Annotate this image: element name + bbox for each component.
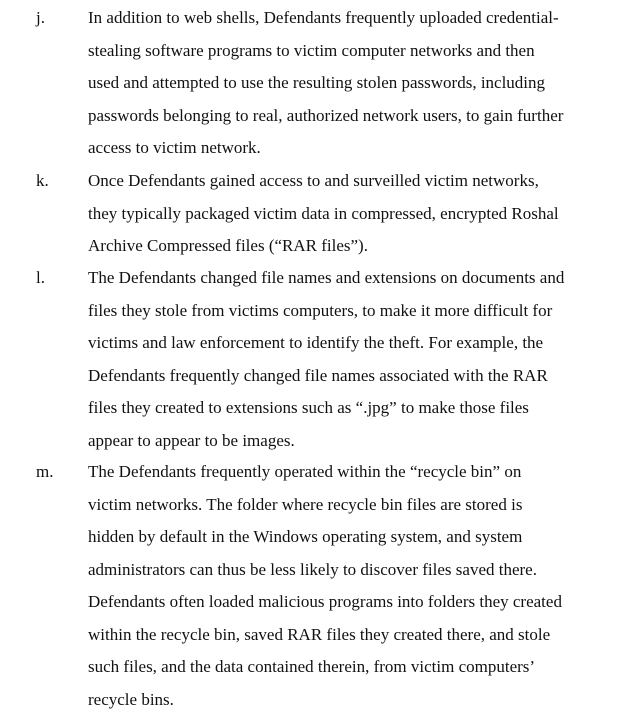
item-k-line-2: they typically packaged victim data in compressed, encrypted Roshal [88, 203, 559, 223]
item-k-line-1: Once Defendants gained access to and surveilled victim networks, [88, 171, 539, 190]
item-m-line-2: victim networks. The folder where recycle bin files are stored is [88, 494, 523, 514]
item-label-m: m. [36, 462, 54, 481]
item-j-line-4: passwords belonging to real, authorized network users, to gain further [88, 105, 564, 125]
item-label-l: l. [36, 268, 45, 287]
item-j-line-1: In addition to web shells, Defendants frequently uploaded credential- [88, 8, 559, 27]
item-label-k: k. [36, 171, 49, 190]
item-j-line-3: used and attempted to use the resulting stolen passwords, including [88, 73, 546, 92]
item-j-line-5: access to victim network. [88, 138, 261, 157]
item-l-line-6: appear to appear to be images. [88, 430, 295, 450]
item-l-line-4: Defendants frequently changed file names associated with the RAR [88, 365, 548, 385]
item-m-line-4: administrators can thus be less likely to discover files saved there. [88, 559, 537, 579]
item-label-j: j. [36, 8, 45, 27]
item-k-line-3: Archive Compressed files (“RAR files”). [88, 236, 368, 255]
item-m-line-5: Defendants often loaded malicious programs into folders they created [88, 592, 562, 611]
item-l-line-2: files they stole from victims computers, to make it more difficult for [88, 300, 553, 320]
item-l-line-1: The Defendants changed file names and extensions on documents and [88, 268, 565, 287]
item-m-line-6: within the recycle bin, saved RAR files they created there, and stole [88, 624, 551, 644]
item-j-line-2: stealing software programs to victim computer networks and then [88, 40, 535, 60]
item-l-line-3: victims and law enforcement to identify the theft. For example, the [88, 333, 544, 352]
item-l-line-5: files they created to extensions such as “.jpg” to make those files [88, 398, 529, 417]
item-m-line-3: hidden by default in the Windows operating system, and system [88, 527, 523, 546]
item-m-line-1: The Defendants frequently operated within the “recycle bin” on [88, 462, 522, 481]
item-m-line-7: such files, and the data contained therein, from victim computers’ [88, 657, 536, 676]
item-m-line-8: recycle bins. [88, 689, 174, 709]
